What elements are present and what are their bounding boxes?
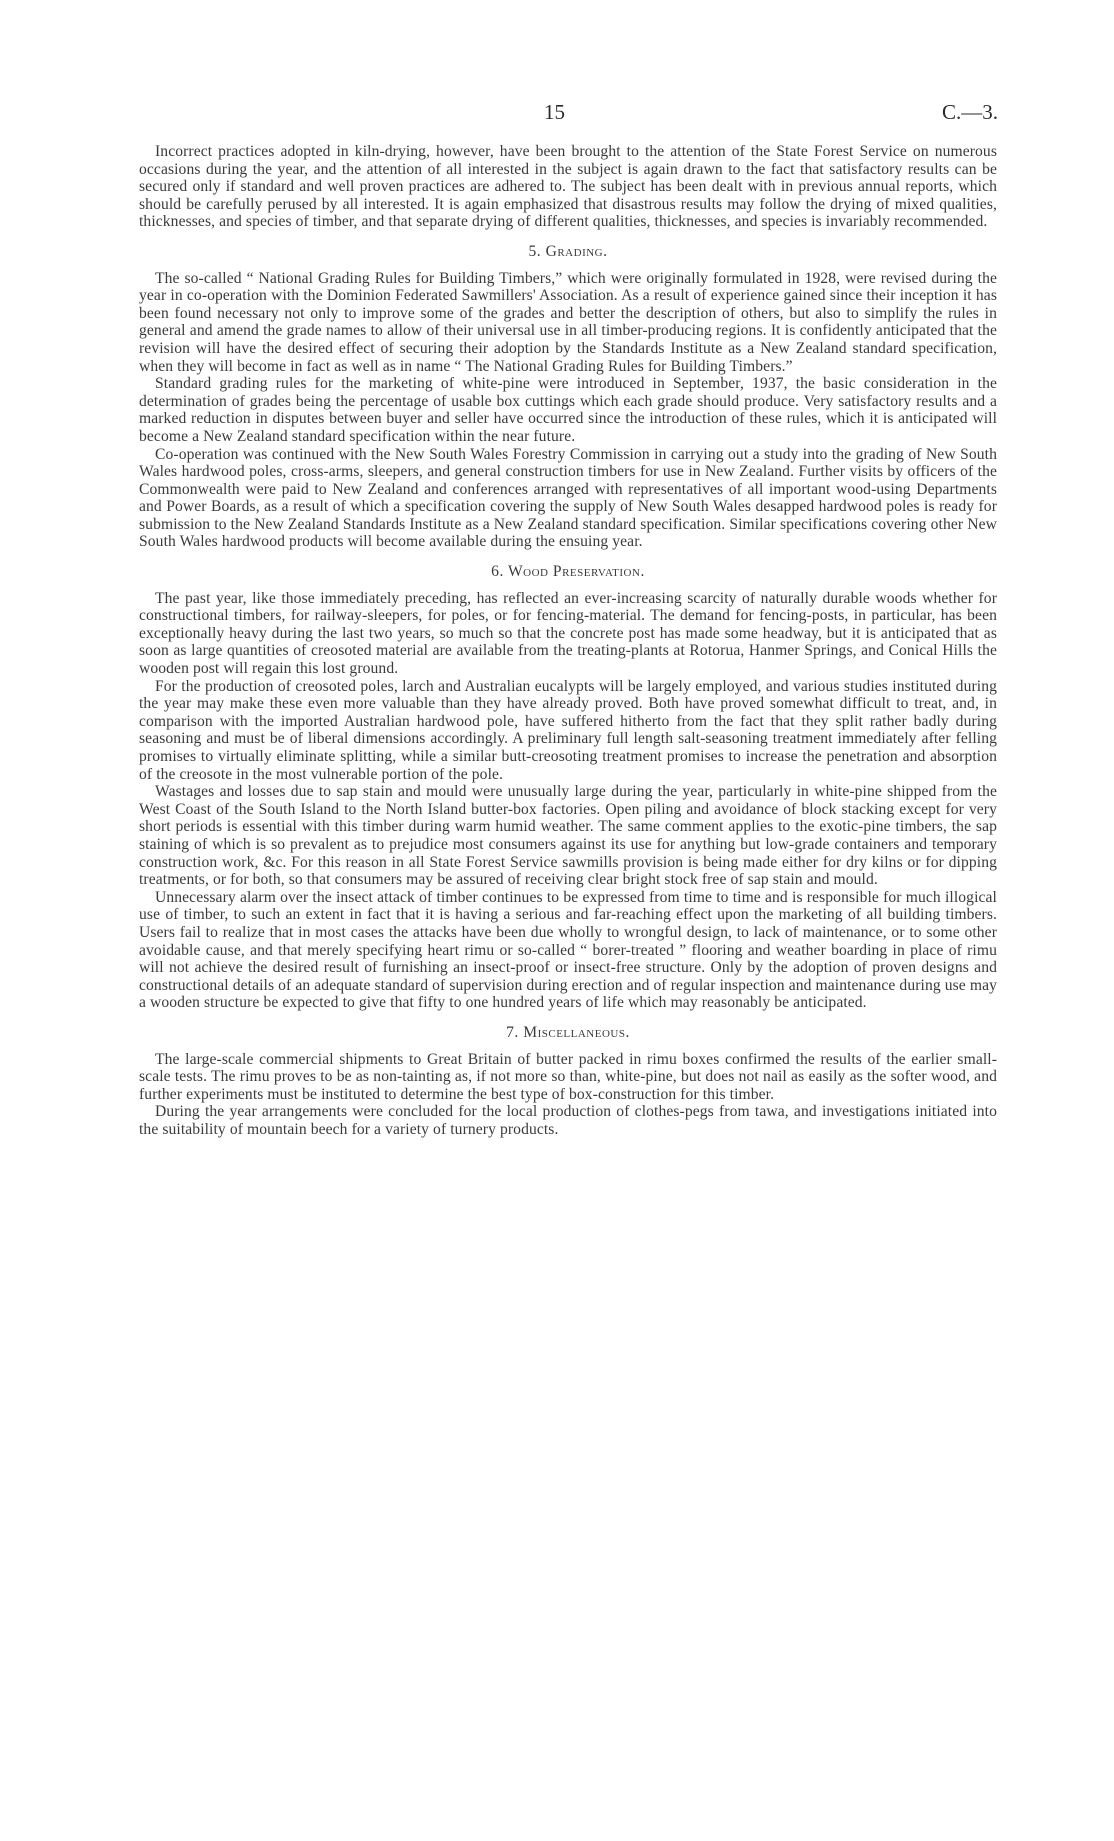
body-text bbox=[139, 143, 997, 1138]
paragraph: Unnecessary alarm over the insect attack of timber continues to be expressed from time to time and is responsible for much illogical use of timber, to such an extent in fact that it is having a serious and far-reaching effect upon the marketing of all building timbers. Users fail to realize that in most cases the attacks have been due wholly to wrongful design, to lack of maintenance, or to some other avoidable cause, and that merely specifying heart rimu or so-called “ borer-treated ” flooring and weather boarding in place of rimu will not achieve the desired result of furnishing an insect-proof or insect-free structure. Only by the adoption of proven designs and constructional details of an adequate standard of supervision during erection and of regular inspection and maintenance during use may a wooden structure be expected to give that fifty to one hundred years of life which may reasonably be anticipated. bbox=[139, 888, 997, 1012]
paragraph: For the production of creosoted poles, larch and Australian eucalypts will be largely employed, and various studies instituted during the year may make these even more valuable than they have already proved. Both have proved somewhat difficult to treat, and, in comparison with the imported Australian hardwood pole, have suffered hitherto from the fact that they split rather badly during seasoning and must be of liberal dimensions accordingly. A preliminary full length salt-seasoning treatment immediately after felling promises to virtually eliminate splitting, while a similar butt-creosoting treatment promises to increase the penetration and absorption of the creosote in the most vulnerable portion of the pole. bbox=[139, 677, 997, 783]
paragraph: Wastages and losses due to sap stain and mould were unusually large during the year, particularly in white-pine shipped from the West Coast of the South Island to the North Island butter-box factories. Open piling and avoidance of block stacking except for very short periods is essential with this timber during warm humid weather. The same comment applies to the exotic-pine timbers, the sap staining of which is so prevalent as to prejudice most consumers against its use for anything but low-grade containers and temporary construction work, &c. For this reason in all State Forest Service sawmills provision is being made either for dry kilns or for dipping treatments, or for both, so that consumers may be assured of receiving clear bright stock free of sap stain and mould. bbox=[139, 783, 997, 889]
document-code: C.—3. bbox=[941, 100, 998, 124]
section-heading-wood-preservation: 6. Wood Preservation. bbox=[491, 563, 645, 581]
page-number: 15 bbox=[544, 100, 565, 124]
section-heading-grading: 5. Grading. bbox=[528, 242, 608, 260]
paragraph: Incorrect practices adopted in kiln-drying, however, have been brought to the attention of the State Forest Service on numerous occasions during the year, and the attention of all interested in the subject is again drawn to the fact that satisfactory results can be secured only if standard and well proven practices are adhered to. The subject has been dealt with in previous annual reports, which should be carefully perused by all interested. It is again emphasized that disastrous results may follow the drying of mixed qualities, thicknesses, and species of timber, and that separate drying of different qualities, thicknesses, and species is invariably recommended. bbox=[139, 143, 997, 231]
section-heading-miscellaneous: 7. Miscellaneous. bbox=[506, 1023, 630, 1041]
paragraph: The past year, like those immediately preceding, has reflected an ever-increasing scarcity of naturally durable woods whether for constructional timbers, for railway-sleepers, for poles, or for fencing-material. The demand for fencing-posts, in particular, has been exceptionally heavy during the last two years, so much so that the concrete post has made some headway, but it is anticipated that as soon as large quantities of creosoted material are available from the treating-plants at Rotorua, Hanmer Springs, and Conical Hills the wooden post will regain this lost ground. bbox=[139, 589, 997, 678]
paragraph: The so-called “ National Grading Rules for Building Timbers,” which were originally formulated in 1928, were revised during the year in co-operation with the Dominion Federated Sawmillers' Association. As a result of experience gained since their inception it has been found necessary not only to improve some of the grades and better the description of others, but also to simplify the rules in general and amend the grade names to allow of their universal use in all timber-producing regions. It is confidently anticipated that the revision will have the desired effect of securing their adoption by the Standards Institute as a New Zealand standard specification, when they will become in fact as well as in name “ The National Grading Rules for Building Timbers.” bbox=[139, 269, 997, 375]
page-header bbox=[0, 100, 1114, 124]
paragraph: Co-operation was continued with the New South Wales Forestry Commission in carrying out a study into the grading of New South Wales hardwood poles, cross-arms, sleepers, and general construction timbers for use in New Zealand. Further visits by officers of the Commonwealth were paid to New Zealand and conferences arranged with representatives of all important wood-using Departments and Power Boards, as a result of which a specification covering the supply of New South Wales desapped hardwood poles is ready for submission to the New Zealand Standards Institute as a New Zealand standard specification. Similar specifications covering other New South Wales hardwood products will become available during the ensuing year. bbox=[139, 445, 997, 551]
paragraph: Standard grading rules for the marketing of white-pine were introduced in September, 1937, the basic consideration in the determination of grades being the percentage of usable box cuttings which each grade should produce. Very satisfactory results and a marked reduction in disputes between buyer and seller have occurred since the introduction of these rules, which it is anticipated will become a New Zealand standard specification within the near future. bbox=[139, 375, 997, 445]
paragraph: During the year arrangements were concluded for the local production of clothes-pegs from tawa, and investigations initiated into the suitability of mountain beech for a variety of turnery products. bbox=[139, 1103, 997, 1138]
paragraph: The large-scale commercial shipments to Great Britain of butter packed in rimu boxes confirmed the results of the earlier small-scale tests. The rimu proves to be as non-tainting as, if not more so than, white-pine, but does not nail as easily as the softer wood, and further experiments must be instituted to determine the best type of box-construction for this timber. bbox=[139, 1050, 997, 1103]
